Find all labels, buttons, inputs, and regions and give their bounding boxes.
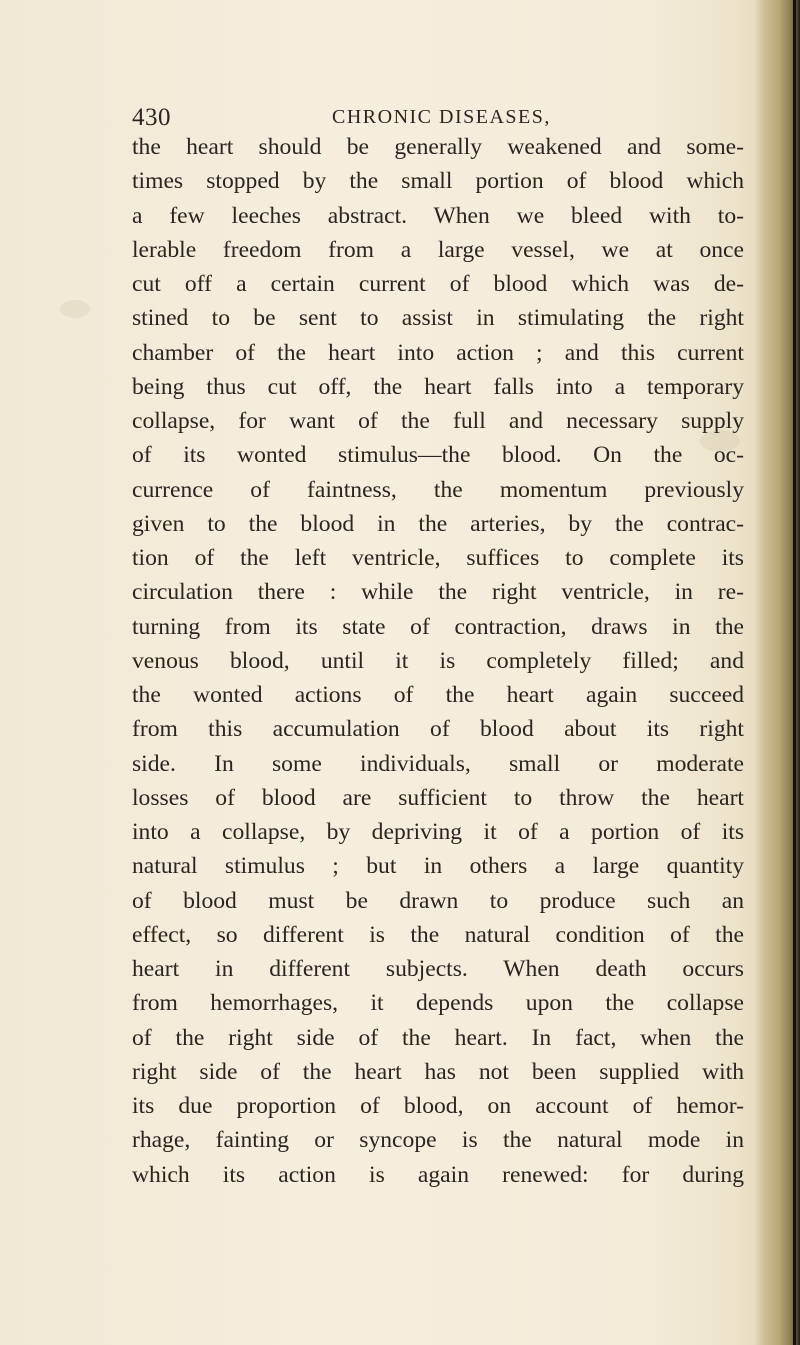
text-line: lerable freedom from a large vessel, we at once xyxy=(132,236,744,263)
text-line: chamber of the heart into action ; and this current xyxy=(132,339,744,366)
text-line: tion of the left ventricle, suffices to complete its xyxy=(132,545,744,571)
text-line: side. In some individuals, small or moderate xyxy=(132,750,744,777)
body-text xyxy=(132,130,744,1192)
text-line: of the right side of the heart. In fact, when the xyxy=(132,1024,744,1051)
text-line: currence of faintness, the momentum previously xyxy=(132,476,744,503)
text-line: into a collapse, by depriving it of a portion of its xyxy=(132,819,744,845)
header-title: CHRONIC DISEASES, xyxy=(332,106,551,128)
text-line: venous blood, until it is completely filled; and xyxy=(132,647,744,674)
text-line: which its action is again renewed: for during xyxy=(132,1161,744,1188)
text-line: circulation there : while the right ventricle, in re- xyxy=(132,579,744,606)
text-line: its due proportion of blood, on account of hemor- xyxy=(132,1093,744,1119)
text-line: from this accumulation of blood about its right xyxy=(132,716,744,743)
text-line: effect, so different is the natural condition of the xyxy=(132,921,744,948)
text-line: losses of blood are sufficient to throw the heart xyxy=(132,784,744,811)
text-line: heart in different subjects. When death occurs xyxy=(132,956,744,982)
text-line: natural stimulus ; but in others a large quantity xyxy=(132,853,744,880)
text-line: of blood must be drawn to produce such an xyxy=(132,887,744,914)
paper-stain xyxy=(60,300,90,318)
text-line: the wonted actions of the heart again succeed xyxy=(132,682,744,708)
text-line: rhage, fainting or syncope is the natural mode in xyxy=(132,1127,744,1154)
text-line: the heart should be generally weakened and some- xyxy=(132,134,744,160)
text-line: collapse, for want of the full and necessary supply xyxy=(132,408,744,434)
text-line: times stopped by the small portion of blood which xyxy=(132,168,744,195)
text-line: turning from its state of contraction, draws in the xyxy=(132,613,744,640)
text-line: given to the blood in the arteries, by the contrac- xyxy=(132,510,744,537)
text-line: a few leeches abstract. When we bleed with to- xyxy=(132,202,744,229)
page-number: 430 xyxy=(132,104,171,131)
text-line: from hemorrhages, it depends upon the collapse xyxy=(132,990,744,1017)
book-spine-edge xyxy=(793,0,796,1345)
text-line: of its wonted stimulus—the blood. On the oc- xyxy=(132,442,744,469)
text-line: being thus cut off, the heart falls into a temporary xyxy=(132,373,744,400)
text-line: stined to be sent to assist in stimulating the right xyxy=(132,305,744,332)
text-line: cut off a certain current of blood which was de- xyxy=(132,271,744,297)
text-line: right side of the heart has not been supplied with xyxy=(132,1058,744,1085)
